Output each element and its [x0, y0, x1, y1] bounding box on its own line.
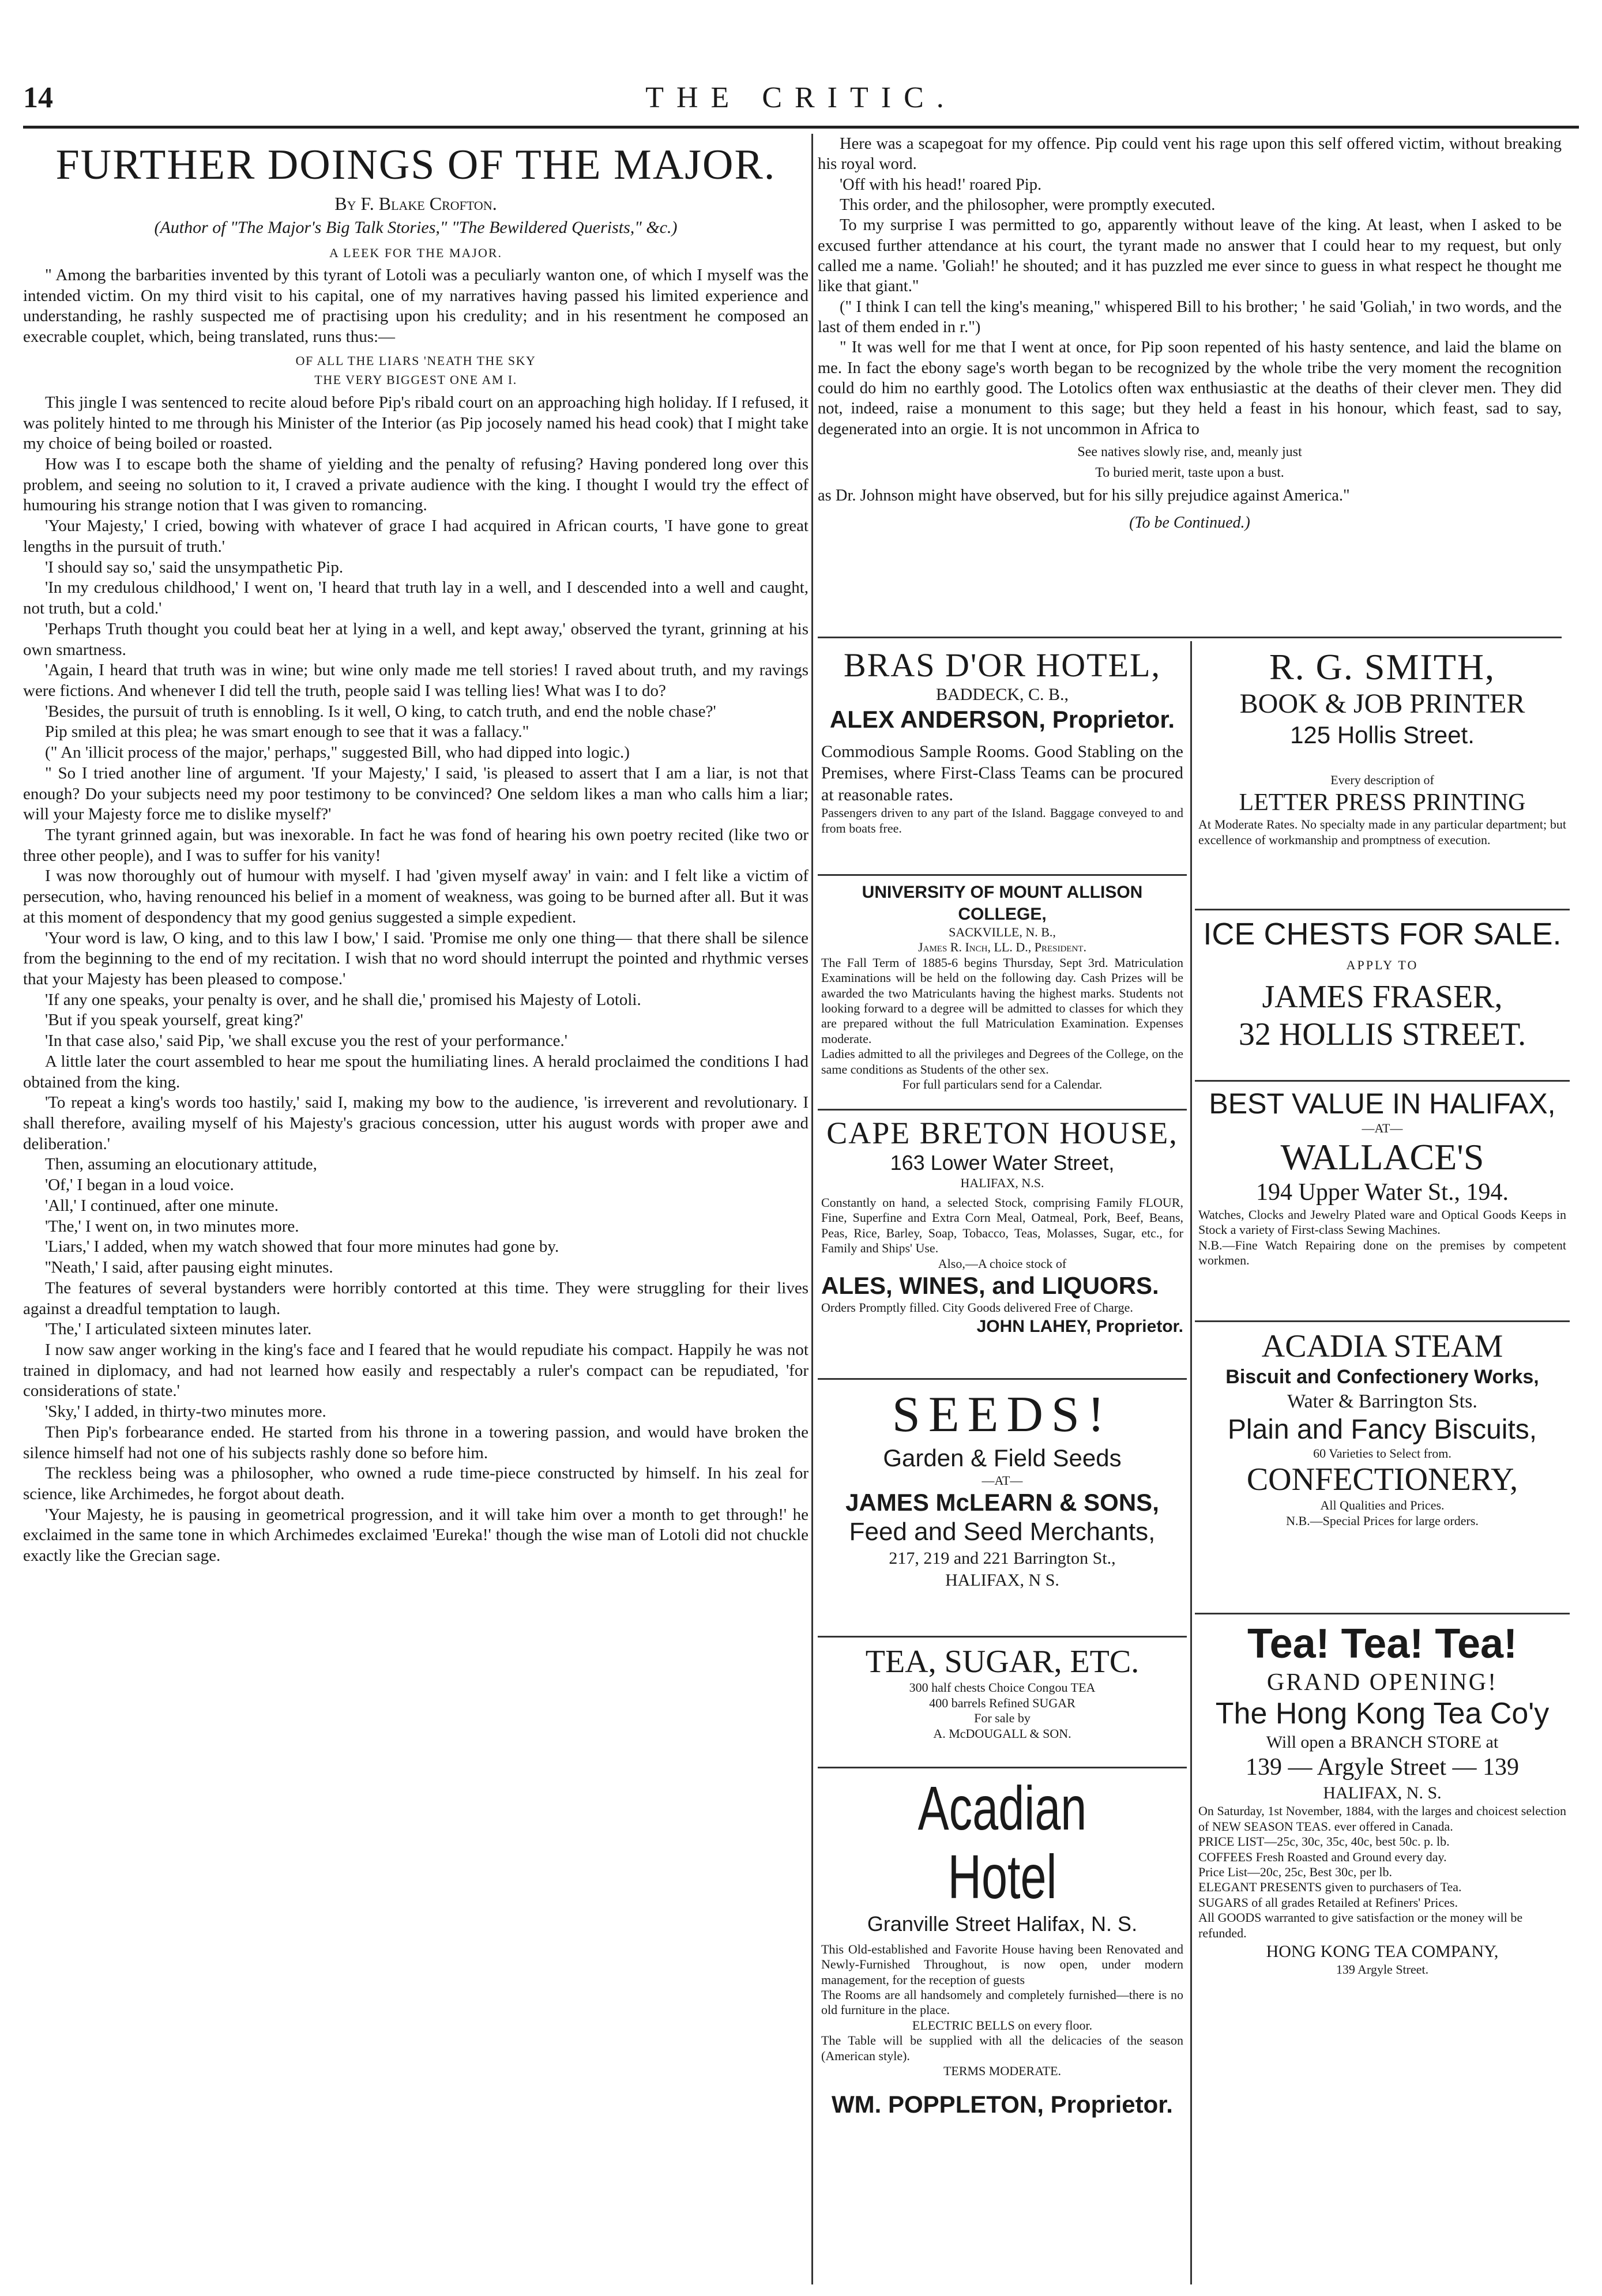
article-paragraph: The tyrant grinned again, but was inexorable. In fact he was fond of hearing his own poetry recited (like two or three other people), and I was to suffer for his vanity!: [23, 825, 808, 865]
ad-address: 139 — Argyle Street — 139: [1245, 1754, 1520, 1781]
article-paragraph: I was now thoroughly out of humour with myself. I had 'given myself away' in vain: and I felt like a victim of persecution, who, having renounced his belief in a moment of weakness, was going to be burned after all. But it was at this moment of despondency that my good genius suggested a simple expedient.: [23, 867, 808, 927]
article-paragraph: 'Off with his head!' roared Pip.: [840, 175, 1042, 194]
ad-text-3: ELECTRIC BELLS on every floor.: [912, 2018, 1093, 2032]
ad-trade: Feed and Seed Merchants,: [849, 1518, 1156, 1546]
ad-varieties: 60 Varieties to Select from.: [1313, 1446, 1451, 1461]
ad-city: HALIFAX, N. S.: [1323, 1783, 1442, 1802]
ad-president: James R. Inch, LL. D., President.: [918, 940, 1086, 955]
ad-proprietor: WM. POPPLETON, Proprietor.: [832, 2091, 1173, 2118]
header-rule: [23, 126, 1579, 129]
article-paragraph: 'Your Majesty, he is pausing in geometrical progression, and it will take him over a month to get through!' he exclaimed in the same tone in which Archimedes exclaimed 'Eureka!' though the wise man of Lotoli did not chuckle exactly like the Grecian sage.: [23, 1505, 808, 1565]
ad-place: SACKVILLE, N. B.,: [949, 925, 1056, 939]
article-paragraph: 'To repeat a king's words too hastily,' said I, making my bow to the audience, 'is irreverent and revolutionary. I shall therefore, availing myself of his Majesty's gracious concession, utter his august words with proper awe and deliberation.': [23, 1093, 808, 1153]
ad-city: HALIFAX, N S.: [945, 1570, 1059, 1590]
article-paragraph: Then Pip's forbearance ended. He started from his throne in a towering passion, and would have broken the silence himself had not one of his subjects rashly done so before him.: [23, 1422, 808, 1462]
ad-text-3: Orders Promptly filled. City Goods delivered Free of Charge.: [821, 1300, 1133, 1315]
ad-line: A. McDOUGALL & SON.: [933, 1726, 1071, 1741]
ad-terms: TERMS MODERATE.: [943, 2063, 1062, 2078]
ad-coffees: COFFEES Fresh Roasted and Ground every day.: [1198, 1849, 1447, 1864]
article-paragraph: A little later the court assembled to hear me spout the humiliating lines. A herald proclaimed the conditions I had obtained from the king.: [23, 1052, 808, 1091]
ad-text: The Fall Term of 1885-6 begins Thursday, Sept 3rd. Matriculation Examinations will be held on the following day. Cash Prizes will be awarded the two Matriculants having the highest marks. Students not looking forward to a degree will be admitted to classes for which they are prepared without the full Matriculation Examination. Expenses moderate.: [821, 955, 1183, 1046]
ad-address: 32 HOLLIS STREET.: [1238, 1016, 1526, 1052]
ad-address: 217, 219 and 221 Barrington St.,: [889, 1549, 1116, 1568]
ad-address: 194 Upper Water St., 194.: [1256, 1179, 1509, 1206]
article-paragraph: (" An 'illicit process of the major,' perhaps," suggested Bill, who had dipped into logic.): [45, 743, 630, 762]
ad-rg-smith: [1195, 641, 1570, 910]
ad-title: ICE CHESTS FOR SALE.: [1203, 917, 1562, 951]
ad-address: Granville Street Halifax, N. S.: [867, 1911, 1138, 1936]
ad-will: Will open a BRANCH STORE at: [1266, 1732, 1499, 1752]
article-column-1: [23, 134, 808, 2279]
ad-line: For sale by: [974, 1711, 1031, 1726]
article-paragraph: 'But if you speak yourself, great king?': [45, 1011, 303, 1030]
article-paragraph: Here was a scapegoat for my offence. Pip could vent his rage upon this self offered victim, without breaking his royal word.: [818, 135, 1562, 174]
ad-title: R. G. SMITH,: [1269, 646, 1496, 687]
ad-address: 163 Lower Water Street,: [890, 1151, 1115, 1175]
ad-company: HONG KONG TEA COMPANY,: [1266, 1941, 1499, 1961]
closing-paragraph: as Dr. Johnson might have observed, but for his silly prejudice against America.": [818, 486, 1350, 505]
article-paragraph: 'In that case also,' said Pip, 'we shall excuse you the rest of your performance.': [45, 1032, 567, 1051]
ad-name: The Hong Kong Tea Co'y: [1215, 1697, 1550, 1731]
article-paragraph: The features of several bystanders were horribly contorted at this time. They were struggling for their lives against a dreadful temptation to laugh.: [23, 1278, 808, 1318]
ads-left-column: [818, 641, 1187, 2284]
ad-title: BEST VALUE IN HALIFAX,: [1209, 1087, 1556, 1120]
ad-bras-dor-hotel: [818, 641, 1187, 876]
ad-address: Water & Barrington Sts.: [1287, 1390, 1477, 1412]
ad-text-2: The Rooms are all handsomely and completely furnished—there is no old furniture in the place.: [821, 1987, 1183, 2018]
ad-plain: Plain and Fancy Biscuits,: [1227, 1414, 1537, 1446]
article-paragraph: Then, assuming an elocutionary attitude,: [45, 1155, 317, 1174]
ad-name: WALLACE'S: [1280, 1136, 1484, 1177]
ad-city: HALIFAX, N.S.: [960, 1175, 1044, 1190]
ad-price: PRICE LIST—25c, 30c, 35c, 40c, best 50c. p. lb.: [1198, 1834, 1450, 1849]
ad-ales: ALES, WINES, and LIQUORS.: [821, 1271, 1159, 1299]
article-paragraph: How was I to escape both the shame of yielding and the penalty of refusing? Having pondered long over this problem, and seeing no solution to it, I craved a private audience with the king. I thought I would try the effect of humouring his strange notion that I was given to romancing.: [23, 455, 808, 515]
article-paragraph: " So I tried another line of argument. 'If your Majesty,' I said, 'is pleased to assert that I am a liar, is not that enough? Do your subjects need my poor testimony to be convinced? One seldom likes a man who calls him a liar; will your Majesty force me to dislike myself?': [23, 763, 808, 824]
article-paragraph: 'The,' I articulated sixteen minutes later.: [45, 1320, 312, 1339]
ads-right-column: [1195, 641, 1570, 2284]
ad-text: Watches, Clocks and Jewelry Plated ware and Optical Goods Keeps in Stock a variety of First-class Sewing Machines.: [1198, 1207, 1566, 1237]
article-paragraph: 'In my credulous childhood,' I went on, 'I heard that truth lay in a well, and I descended into a well and caught, not truth, but a cold.': [23, 578, 808, 618]
ad-note: Passengers driven to any part of the Island. Baggage conveyed to and from boats free.: [821, 806, 1183, 835]
article-byline: By F. Blake Crofton.: [334, 193, 497, 214]
ad-firm: JAMES McLEARN & SONS,: [845, 1488, 1159, 1516]
ad-text-4: The Table will be supplied with all the delicacies of the season (American style).: [821, 2033, 1183, 2063]
ad-sugars: SUGARS of all grades Retailed at Refiners' Prices.: [1198, 1895, 1458, 1910]
article-title: FURTHER DOINGS OF THE MAJOR.: [55, 141, 776, 189]
ad-cape-breton-house: [818, 1111, 1187, 1380]
ad-acadia-steam: [1195, 1322, 1570, 1614]
verse-block-2: [818, 442, 1562, 483]
continued-note: (To be Continued.): [1129, 514, 1250, 532]
ad-text-3: For full particulars send for a Calendar.: [902, 1077, 1103, 1091]
column-divider: [811, 134, 813, 2284]
article-paragraph: 'Again, I heard that truth was in wine; but wine only made me tell stories! I raved about truth, and my ravings were fictions. And whenever I did tell the truth, people said I was telling lies! What was I to do?: [23, 661, 808, 700]
article-paragraph: 'Perhaps Truth thought you could beat her at lying in a well, and kept away,' observed the tyrant, grinning at his own smartness.: [23, 619, 808, 659]
ad-proprietor: JOHN LAHEY, Proprietor.: [976, 1316, 1183, 1336]
page-header: [23, 81, 1579, 121]
ads-divider: [1190, 641, 1192, 2284]
article-paragraph: This order, and the philosopher, were promptly executed.: [840, 195, 1216, 214]
article-paragraph: (" I think I can tell the king's meaning," whispered Bill to his brother; ' he said 'Goliah,' in two words, and the last of them ended in r."): [818, 298, 1562, 336]
article-paragraph: " It was well for me that I went at once, for Pip soon repented of his hasty sentence, and laid the blame on me. In fact the ebony sage's worth began to be recognized by the whole tribe the very moment the recognition could do him no earthly good. The Lotolics often wax enthusiastic at the deaths of their clever men. They did not, indeed, raise a monument to this sage; but they held a feast in his honour, which feast, sad to say, degenerated into an orgie. It is not uncommon in Africa to: [818, 338, 1562, 438]
article-paragraph: 'Liars,' I added, when my watch showed that four more minutes had gone by.: [45, 1237, 559, 1256]
article-paragraph: 'Your Majesty,' I cried, bowing with whatever of grace I had acquired in African courts, 'I have gone to great lengths in the pursuit of truth.': [23, 517, 808, 556]
ad-title: ACADIA STEAM: [1261, 1328, 1503, 1364]
ad-place: BADDECK, C. B.,: [935, 684, 1069, 704]
article-subhead: A LEEK FOR THE MAJOR.: [329, 246, 503, 260]
ad-tea-sugar: [818, 1638, 1187, 1768]
ad-line: 300 half chests Choice Congou TEA: [909, 1680, 1096, 1695]
ad-subtitle: Garden & Field Seeds: [883, 1444, 1122, 1472]
author-note: (Author of "The Major's Big Talk Stories," "The Bewildered Querists," &c.): [154, 218, 678, 237]
article-paragraph: 'Besides, the pursuit of truth is ennobling. Is it well, O king, to catch truth, and end the noble chase?': [45, 702, 716, 721]
ads-top-rule: [818, 637, 1562, 638]
article-body-2: [23, 393, 808, 1567]
ad-title: Tea! Tea! Tea!: [1247, 1621, 1518, 1667]
ad-conf: CONFECTIONERY,: [1246, 1461, 1518, 1497]
verse-block: [23, 351, 808, 389]
ad-title: TEA, SUGAR, ETC.: [865, 1644, 1140, 1680]
article-paragraph: The reckless being was a philosopher, who owned a rude time-piece constructed by himself. In his zeal for science, like Archimedes, he forgot about death.: [23, 1464, 808, 1503]
ad-goods: All GOODS warranted to give satisfaction or the money will be refunded.: [1198, 1910, 1523, 1940]
ad-presents: ELEGANT PRESENTS given to purchasers of Tea.: [1198, 1880, 1462, 1895]
article-body-1: [23, 265, 808, 348]
ad-at: —AT—: [1362, 1120, 1403, 1135]
article-paragraph: " Among the barbarities invented by this tyrant of Lotoli was a peculiarly wanton one, of which I myself was the intended victim. On my third visit to his capital, one of my narratives having passed his limited experience and understanding, he rashly suspected me of practising upon his credulity; and in his resentment he composed an execrable couplet, which, being translated, runs thus:—: [23, 266, 808, 347]
ad-grand: GRAND OPENING!: [1266, 1669, 1498, 1696]
ad-text: Constantly on hand, a selected Stock, comprising Family FLOUR, Fine, Superfine and Extra Corn Meal, Oatmeal, Pork, Beef, Beans, Peas, Rice, Barley, Soap, Tobacco, Teas, Molasses, Sugar, etc., for Family and Ships' Use.: [821, 1195, 1183, 1256]
ad-title: Acadian Hotel: [917, 1773, 1087, 1911]
ad-mount-allison: [818, 876, 1187, 1111]
ad-title: UNIVERSITY OF MOUNT ALLISON COLLEGE,: [862, 883, 1143, 924]
ad-text: This Old-established and Favorite House having been Renovated and Newly-Furnished Throughout, is now open, under modern management, for the reception of guests: [821, 1941, 1183, 1987]
verse-line: THE VERY BIGGEST ONE AM I.: [314, 372, 517, 387]
page-number: 14: [23, 81, 53, 114]
ad-wallaces: [1195, 1082, 1570, 1322]
publication-title: THE CRITIC.: [645, 81, 957, 114]
ad-address: 125 Hollis Street.: [1290, 721, 1475, 748]
verse-line: See natives slowly rise, and, meanly just: [1077, 444, 1302, 460]
ad-text: On Saturday, 1st November, 1884, with the larges and choicest selection of NEW SEASON TEAS. ever offered in Canada.: [1198, 1804, 1566, 1834]
ad-letter: LETTER PRESS PRINTING: [1239, 789, 1526, 816]
ad-note: N.B.—Special Prices for large orders.: [1286, 1513, 1479, 1528]
ad-text: Commodious Sample Rooms. Good Stabling on the Premises, where First-Class Teams can be procured at reasonable rates.: [821, 742, 1183, 804]
ad-acadian-hotel: [818, 1768, 1187, 2118]
article-paragraph: 'The,' I went on, in two minutes more.: [45, 1217, 299, 1236]
ad-title: SEEDS!: [892, 1387, 1113, 1443]
article-paragraph: 'Sky,' I added, in thirty-two minutes more.: [45, 1402, 326, 1421]
article-paragraph: I now saw anger working in the king's face and I feared that he would repudiate his compact. Happily he was not trained in diplomacy, and had not learned how easily and respectably a ruler's compact can be repudiated, 'for considerations of state.': [23, 1340, 808, 1401]
ad-hong-kong-tea: [1195, 1614, 1570, 2136]
article-paragraph: 'Of,' I began in a loud voice.: [45, 1176, 234, 1195]
ad-proprietor: ALEX ANDERSON, Proprietor.: [829, 706, 1175, 733]
ad-text-2: N.B.—Fine Watch Repairing done on the premises by competent workmen.: [1198, 1237, 1566, 1268]
ad-ice-chests: [1195, 910, 1570, 1082]
ad-who: JAMES FRASER,: [1262, 979, 1503, 1015]
article-paragraph: ''Neath,' I said, after pausing eight minutes.: [45, 1258, 333, 1277]
article-column-2: [818, 134, 1562, 635]
ad-trade: BOOK & JOB PRINTER: [1239, 688, 1525, 720]
verse-line: OF ALL THE LIARS 'NEATH THE SKY: [295, 353, 536, 368]
ad-company-address: 139 Argyle Street.: [1336, 1962, 1429, 1977]
ad-seeds: [818, 1380, 1187, 1638]
article-paragraph: 'I should say so,' said the unsympathetic Pip.: [45, 558, 344, 577]
article-paragraph: This jingle I was sentenced to recite aloud before Pip's ribald court on an approaching high holiday. If I refused, it was politely hinted to me through his Minister of the Interior (as Pip jocosely named his head cook) that I might take my choice of being boiled or roasted.: [23, 393, 808, 453]
ad-text-2: Also,—A choice stock of: [938, 1256, 1067, 1271]
article-paragraph: 'If any one speaks, your penalty is over, and he shall die,' promised his Majesty of Lotoli.: [45, 990, 641, 1009]
article-paragraph: Pip smiled at this plea; he was smart enough to see that it was a fallacy.": [45, 722, 529, 742]
article-paragraph: To my surprise I was permitted to go, apparently without leave of the king. At least, when I asked to be excused further attendance at his court, the tyrant made no answer that I could hear to my request, but only called me a name. 'Goliah!' he shouted; and it has puzzled me ever since to guess in what respect he thought me like that giant.": [818, 216, 1562, 296]
verse-line: To buried merit, taste upon a bust.: [1095, 465, 1284, 480]
article-paragraph: 'All,' I continued, after one minute.: [45, 1196, 279, 1215]
ad-price-2: Price List—20c, 25c, Best 30c, per lb.: [1198, 1864, 1393, 1879]
ad-apply: APPLY TO: [1346, 958, 1419, 973]
ad-line: 400 barrels Refined SUGAR: [929, 1695, 1075, 1710]
ad-quality: All Qualities and Prices.: [1320, 1498, 1445, 1513]
ad-title: CAPE BRETON HOUSE,: [826, 1116, 1178, 1150]
ad-text-2: At Moderate Rates. No specialty made in any particular department; but excellence of workmanship and promptness of execution.: [1198, 817, 1566, 847]
ad-at: —AT—: [981, 1473, 1023, 1488]
ad-text: Every description of: [1330, 773, 1434, 788]
article-paragraph: 'Your word is law, O king, and to this law I bow,' I said. 'Promise me only one thing— that there shall be silence from the beginning to the end of my recitation. I wish that no word should interrupt the pointed and rhythmic verses that your Majesty has been pleased to compose.': [23, 928, 808, 988]
article-body-3: [818, 134, 1562, 439]
ad-title: BRAS D'OR HOTEL,: [844, 646, 1161, 684]
ad-text-2: Ladies admitted to all the privileges and Degrees of the College, on the same conditions as Students of the other sex.: [821, 1047, 1183, 1077]
ad-works: Biscuit and Confectionery Works,: [1225, 1366, 1539, 1388]
